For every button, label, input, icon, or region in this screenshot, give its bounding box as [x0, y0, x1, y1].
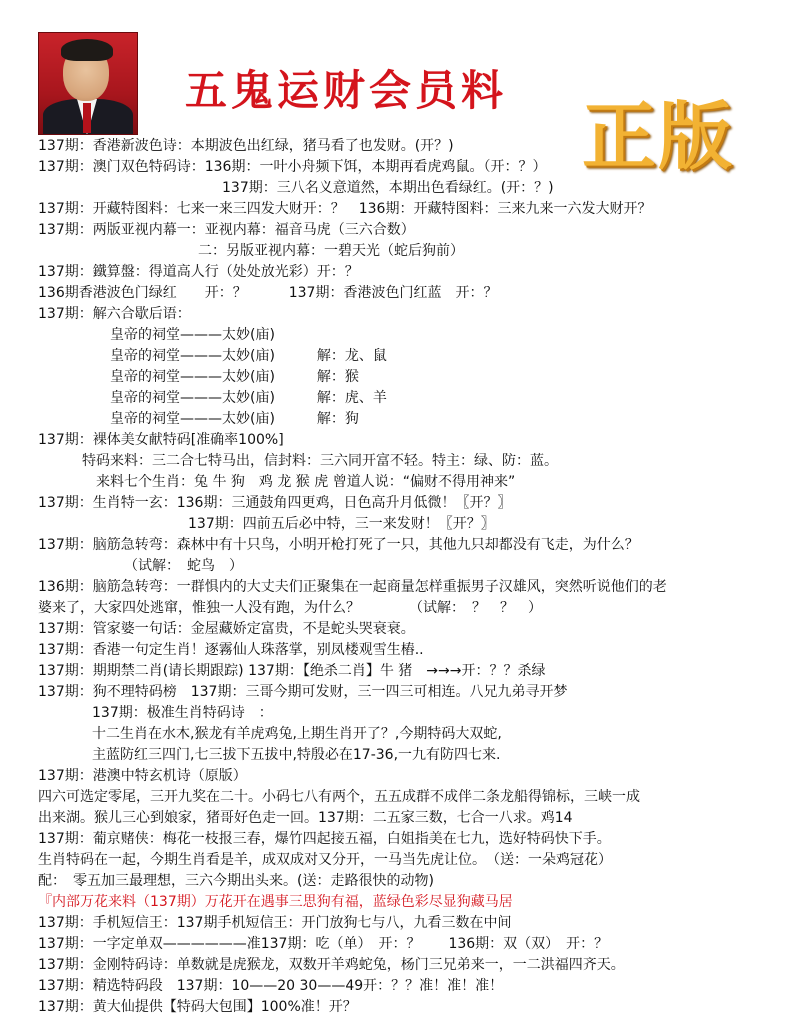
content-line: 四六可选定零尾，三开九奖在二十。小码七八有两个，五五成群不成伴二条龙船得锦标，三峡一成	[38, 789, 640, 805]
content-line: 皇帝的祠堂———太妙(庙) 解：虎、羊	[110, 390, 387, 406]
content-line: 主蓝防红三四门,七三拔下五拔中,特殷必在17-36,一九有防四七来.	[92, 747, 501, 763]
content-line: 皇帝的祠堂———太妙(庙) 解：猴	[110, 369, 359, 385]
content-line: 137期：一字定单双——————准137期：吃（单） 开：？ 136期：双（双） 开：？	[38, 936, 609, 952]
content-line: 136期香港波色门绿红 开：？ 137期：香港波色门红蓝 开：？	[38, 285, 498, 301]
content-line: 皇帝的祠堂———太妙(庙) 解：狗	[110, 411, 359, 427]
content-line: 137期：生肖特一玄：136期：三通鼓角四更鸡，日色高升月低微！〖开？〗	[38, 495, 512, 511]
content-line: 137期：开藏特图料：七来一来三四发大财开：？ 136期：开藏特图料：三来九来一六发大财开？	[38, 201, 652, 217]
content-line: 生肖特码在一起，今期生肖看是羊，成双成对又分开，一马当先虎让位。 （送：一朵鸡冠花）	[38, 852, 612, 868]
content-line-highlight: 『内部万花来料（137期）万花开在遇事三思狗有福，蓝绿色彩尽显狗藏马居	[38, 894, 513, 910]
content-line: 137期：狗不理特码榜 137期：三哥今期可发财，三一四三可相连。八兄九弟寻开梦	[38, 684, 568, 700]
content-line: 137期：香港一句定生肖！逐霧仙人珠落掌，别凤楼观雪生樁..	[38, 642, 424, 658]
content-line: 137期：期期禁二肖(请长期跟踪) 137期：【绝杀二肖】牛 猪 →→→开：？？杀绿	[38, 663, 546, 679]
content-line: 137期：解六合歇后语：	[38, 306, 191, 322]
content-line: 配： 零五加三最理想，三六今期出头来。(送：走路很快的动物)	[38, 873, 434, 889]
content-line: 137期：四前五后必中特，三一来发财！〖开？〗	[188, 516, 495, 532]
content-line: 136期：脑筋急转弯：一群惧内的大丈夫们正聚集在一起商量怎样重振男子汉雄风，突然听说他们的老	[38, 579, 667, 595]
content-line: 137期：金刚特码诗：单数就是虎猴龙，双数开羊鸡蛇兔，杨门三兄弟来一，一二洪福四齐天。	[38, 957, 625, 973]
content-line: 十二生肖在水木,猴龙有羊虎鸡兔,上期生肖开了？,今期特码大双蛇,	[92, 726, 502, 742]
content-line: 137期：港澳中特玄机诗（原版）	[38, 768, 247, 784]
content-line: 皇帝的祠堂———太妙(庙) 解：龙、鼠	[110, 348, 387, 364]
content-line: 137期：鐵算盤：得道高人行（处处放光彩）开：？	[38, 264, 359, 280]
content-line: 137期：精选特码段 137期：10——20 30——49开：？？准！准！准！	[38, 978, 504, 994]
content-line: 137期：手机短信王：137期手机短信王：开门放狗七与八，九看三数在中间	[38, 915, 512, 931]
authentic-badge: 正版	[582, 94, 734, 180]
content-line: 137期：香港新波色诗：本期波色出红绿，猪马看了也发财。(开？)	[38, 138, 454, 154]
content-line: 137期：管家婆一句话：金屋藏娇定富贵，不是蛇头哭衰衰。	[38, 621, 415, 637]
content-line: 137期：裸体美女献特码[准确率100%]	[38, 432, 284, 448]
content-line: 137期：脑筋急转弯：森林中有十只鸟，小明开枪打死了一只，其他九只却都没有飞走，为什么？	[38, 537, 639, 553]
content-line: （试解： 蛇鸟 ）	[124, 558, 243, 574]
content-line: 皇帝的祠堂———太妙(庙)	[110, 327, 275, 343]
content-line: 137期：澳门双色特码诗：136期：一叶小舟频下饵，本期再看虎鸡鼠。（开：？）	[38, 159, 547, 175]
content-line: 出来湖。猴儿三心到娘家，猪哥好色走一回。137期：二五家三数，七合一八求。鸡14	[38, 810, 573, 826]
content-line: 婆来了，大家四处逃窜，惟独一人没有跑，为什么？ （试解： ？ ？ ）	[38, 600, 542, 616]
content-line: 137期：三八名义意道然，本期出色看绿红。(开：？)	[222, 180, 554, 196]
content-line: 来料七个生肖：兔 牛 狗 鸡 龙 猴 虎 曾道人说：“偏财不得用神来”	[96, 474, 516, 490]
content-line: 137期：黄大仙提供【特码大包围】100%准！开？	[38, 999, 357, 1015]
content-line: 137期：极准生肖特码诗 ：	[92, 705, 273, 721]
page-title: 五鬼运财会员料	[185, 66, 508, 115]
content-line: 特码来料：三二合七特马出，信封料：三六同开富不轻。特主：绿、防：蓝。	[82, 453, 558, 469]
content-line: 137期：两版亚视内幕一：亚视内幕：福音马虎（三六合数）	[38, 222, 415, 238]
content-line: 二：另版亚视内幕：一碧天光（蛇后狗前）	[198, 243, 464, 259]
content-line: 137期：葡京赌侠：梅花一枝报三春，爆竹四起接五福，白姐指美在七九，选好特码快下手。	[38, 831, 611, 847]
